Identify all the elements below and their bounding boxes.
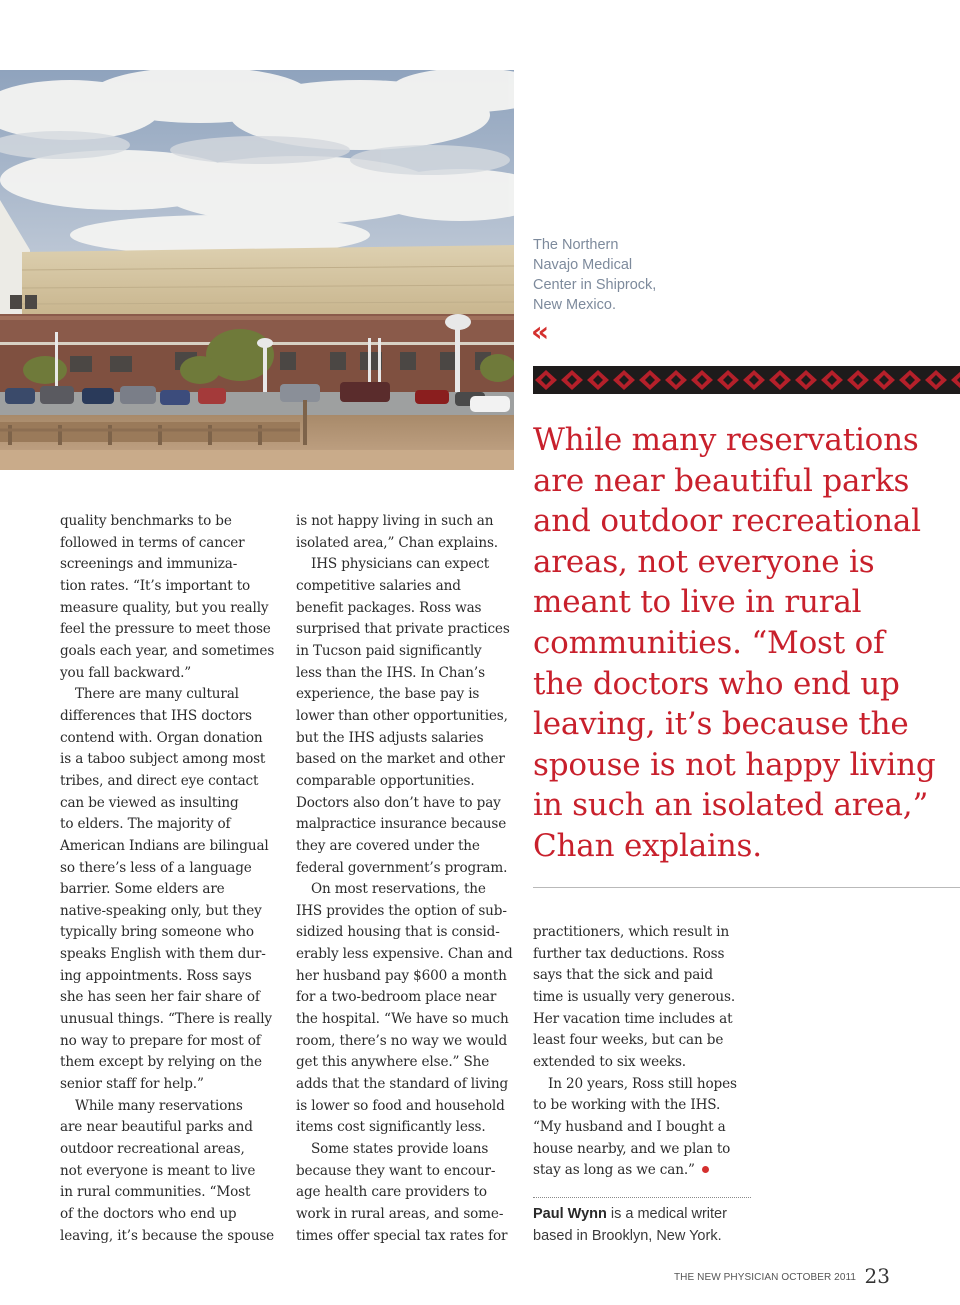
text-line: erably less expensive. Chan and [296,946,513,963]
text-line: “My husband and I bought a [533,1118,726,1135]
text-line: feel the pressure to meet those [60,621,271,638]
pull-quote-line: are near beautiful parks [533,462,910,499]
pull-quote-line: leaving, it’s because the [533,706,909,743]
text-line: In 20 years, Ross still hopes [548,1075,737,1092]
text-line: in rural communities. “Most [60,1184,251,1201]
text-line: says that the sick and paid [533,967,713,984]
photo-caption [533,235,733,315]
text-line: unusual things. “There is really [60,1011,272,1028]
pull-quote-line: the doctors who end up [533,665,900,702]
text-line: lower than other opportunities, [296,707,508,724]
text-line: followed in terms of cancer [60,534,245,551]
text-line: least four weeks, but can be [533,1032,724,1049]
text-line: IHS provides the option of sub- [296,902,507,919]
pull-quote-line: communities. “Most of [533,624,885,661]
hospital-photo [0,70,514,470]
pull-quote-line: While many reservations [533,422,919,458]
page-footer [674,1264,890,1288]
caption-line: Navajo Medical [533,257,633,273]
body-column-1 [60,511,282,1247]
author-bio [533,1204,763,1247]
text-line: outdoor recreational areas, [60,1141,245,1158]
bio-line [533,1204,763,1226]
pull-quote-line: in such an isolated area,” [533,787,929,824]
pull-quote-line: and outdoor recreational [533,503,921,540]
text-line: them except by relying on the [60,1054,262,1071]
text-line: extended to six weeks. [533,1053,686,1070]
text-line: is lower so food and household [296,1097,505,1114]
text-line: of the doctors who end up [60,1206,237,1222]
text-line: Some states provide loans [311,1141,489,1158]
text-line: no way to prepare for most of [60,1032,261,1049]
text-line: senior staff for help.” [60,1076,204,1093]
body-column-2 [296,511,518,1247]
text-line: so there’s less of a language [60,859,252,876]
text-line: malpractice insurance because [296,816,507,833]
text-line: are near beautiful parks and [60,1119,253,1136]
text-line: barrier. Some elders are [60,881,225,898]
text-line: leaving, it’s because the spouse [60,1227,275,1244]
text-line: her husband pay $600 a month [296,967,507,984]
text-line: contend with. Organ donation [60,729,263,746]
text-line: house nearby, and we plan to [533,1140,731,1157]
text-line: Doctors also don’t have to pay [296,794,501,811]
text-line: surprised that private practices [296,621,510,638]
text-line: IHS physicians can expect [311,556,490,573]
decorative-diamond-band [533,366,960,394]
text-line: less than the IHS. In Chan’s [296,664,485,681]
text-line: but the IHS adjusts salaries [296,729,484,746]
text-line: work in rural areas, and some- [296,1206,504,1222]
text-line: to elders. The majority of [60,816,231,833]
text-line: sidized housing that is consid- [296,924,500,941]
text-line: practitioners, which result in [533,924,730,940]
bio-line: based in Brooklyn, New York. [533,1227,722,1244]
text-line: American Indians are bilingual [60,837,269,854]
text-line: typically bring someone who [60,924,254,941]
text-line: further tax deductions. Ross [533,945,725,962]
text-line: is a taboo subject among most [60,751,266,768]
pull-quote-line: meant to live in rural [533,584,862,621]
pull-quote-line: Chan explains. [533,827,762,864]
text-line: differences that IHS doctors [60,707,252,724]
body-column-3 [533,922,755,1182]
caption-pointer-icon: « [531,315,550,348]
text-line: federal government’s program. [296,859,508,876]
text-line: There are many cultural [75,686,239,703]
text-line: you fall backward.” [60,664,192,681]
text-line: get this anywhere else.” She [296,1054,490,1071]
bio-text: is a medical writer [606,1206,727,1222]
text-line: they are covered under the [296,837,480,854]
text-line: isolated area,” Chan explains. [296,534,498,551]
caption-line: Center in Shiprock, [533,277,657,293]
text-line: adds that the standard of living [296,1076,509,1093]
pull-quote-divider [533,887,960,888]
text-line: can be viewed as insulting [60,794,239,811]
text-line: for a two-bedroom place near [296,989,497,1006]
text-line: quality benchmarks to be [60,513,232,529]
text-line: tion rates. “It’s important to [60,577,251,594]
text-line: measure quality, but you really [60,599,269,616]
text-line: benefit packages. Ross was [296,599,482,616]
end-of-article-dot-icon [702,1166,709,1173]
text-line: tribes, and direct eye contact [60,772,259,789]
text-line: native-speaking only, but they [60,902,262,919]
text-line: age health care providers to [296,1184,487,1201]
text-line: goals each year, and sometimes [60,642,275,659]
text-line: items cost significantly less. [296,1119,486,1136]
text-line: time is usually very generous. [533,988,736,1005]
text-line: based on the market and other [296,751,505,768]
pull-quote [533,420,936,867]
author-name: Paul Wynn [533,1206,607,1222]
text-line: On most reservations, the [311,881,486,898]
text-line: ing appointments. Ross says [60,967,252,984]
text-line: competitive salaries and [296,577,461,594]
pull-quote-line: areas, not everyone is [533,543,875,580]
text-line: the hospital. “We have so much [296,1011,509,1028]
publication-name: THE NEW PHYSICIAN OCTOBER 2011 [673,1272,857,1283]
text-line: comparable opportunities. [296,772,475,789]
text-line: speaks English with them dur- [60,946,266,963]
text-line: is not happy living in such an [296,513,494,529]
text-line: Her vacation time includes at [533,1010,733,1027]
text-line: stay as long as we can.” [533,1160,755,1182]
page-number: 23 [864,1264,890,1288]
text-line: to be working with the IHS. [533,1097,721,1114]
text-line: screenings and immuniza- [60,556,238,573]
caption-line: The Northern [533,237,619,253]
text-line: While many reservations [75,1097,243,1114]
text-line: in Tucson paid significantly [296,642,482,659]
caption-line: New Mexico. [533,297,616,313]
pull-quote-line: spouse is not happy living [533,746,936,783]
text-line: room, there’s no way we would [296,1032,508,1049]
bio-divider [533,1197,751,1198]
text-line: times offer special tax rates for [296,1227,508,1244]
text-line: because they want to encour- [296,1162,496,1179]
text-line: experience, the base pay is [296,686,480,703]
text-line: not everyone is meant to live [60,1162,256,1179]
text-line: she has seen her fair share of [60,989,260,1006]
